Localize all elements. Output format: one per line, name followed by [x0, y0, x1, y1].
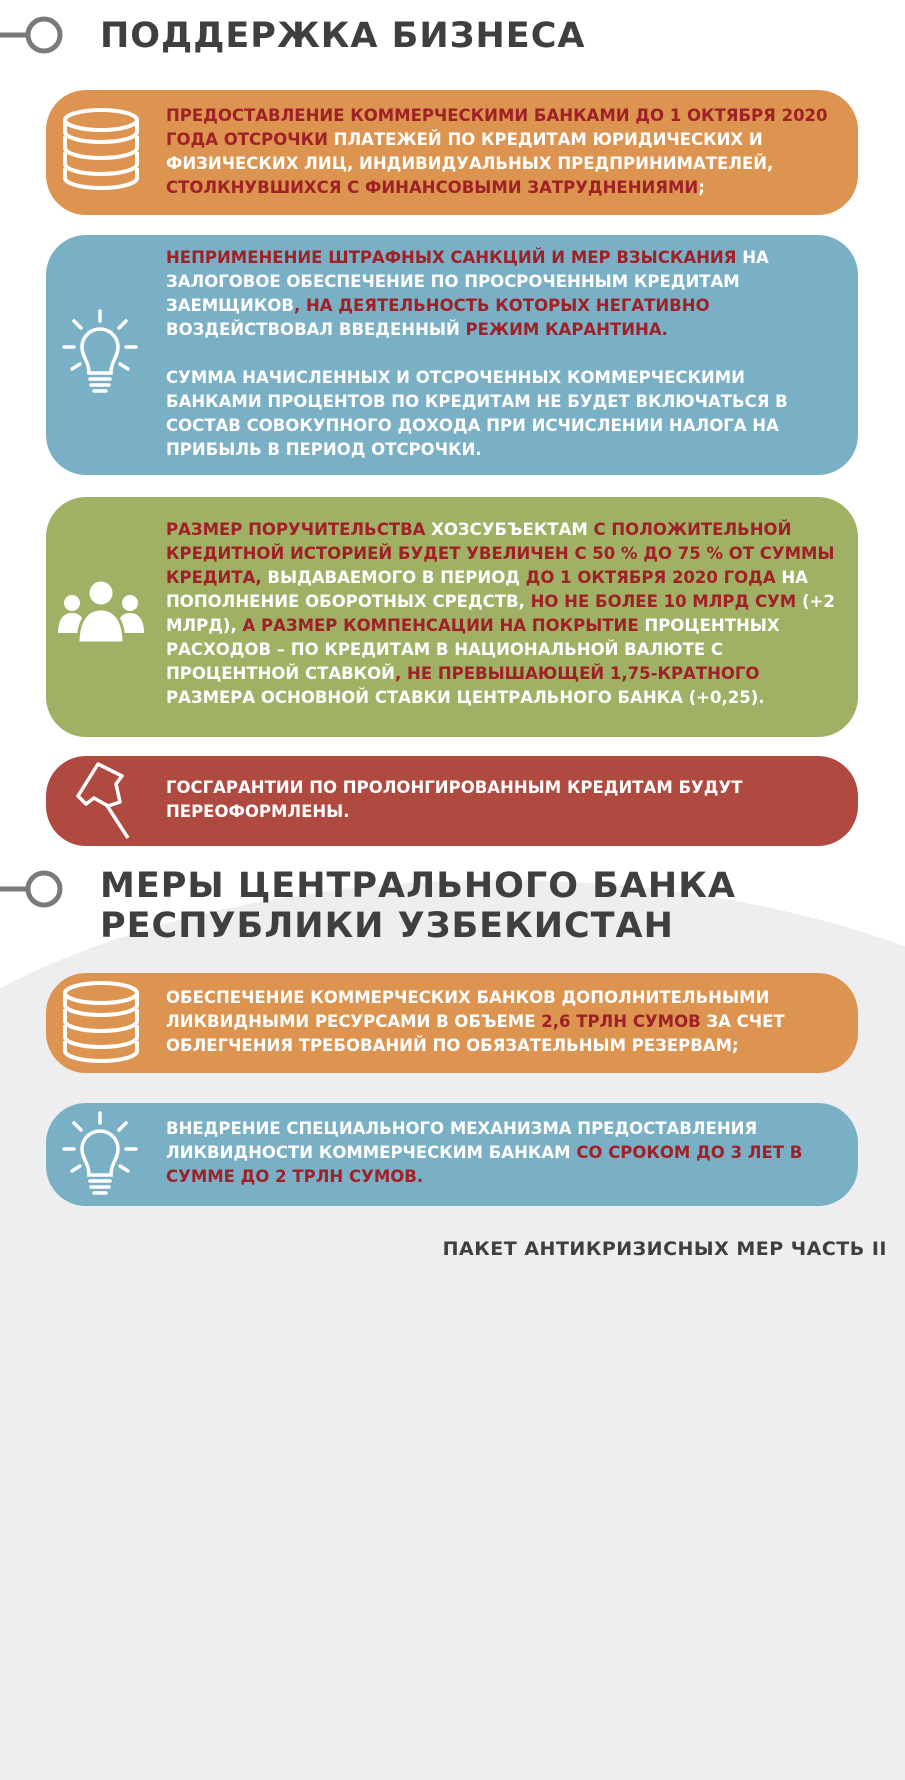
card-loan-deferral — [46, 90, 858, 215]
text-segment: ГОСГАРАНТИИ ПО ПРОЛОНГИРОВАННЫМ КРЕДИТАМ БУДУТ ПЕРЕОФОРМЛЕНЫ. — [166, 778, 743, 821]
text-segment: БУДЕТ УВЕЛИЧЕН С 50 % ДО 75 % ОТ СУММЫ КРЕДИТА, — [166, 544, 835, 587]
coins-stack-icon — [60, 979, 142, 1067]
text-segment: ЗА СЧЕТ ОБЛЕГЧЕНИЯ ТРЕБОВАНИЙ ПО ОБЯЗАТЕЛЬНЫМ РЕЗЕРВАМ; — [166, 1012, 785, 1055]
ring-bullet-icon — [0, 866, 70, 912]
card-paragraph — [166, 986, 844, 1058]
lightbulb-icon — [60, 1109, 140, 1199]
text-segment: ВОЗДЕЙСТВОВАЛ ВВЕДЕННЫЙ — [166, 320, 466, 339]
text-segment: СУММА НАЧИСЛЕННЫХ И ОТСРОЧЕННЫХ КОММЕРЧЕСКИМИ БАНКАМИ ПРОЦЕНТОВ ПО КРЕДИТАМ НЕ БУДЕТ ВКЛЮЧАТЬСЯ В СОСТАВ СОВОКУПНОГО ДОХОДА ПРИ ИСЧИСЛЕНИИ НАЛОГА НА ПРИБЫЛЬ В ПЕРИОД ОТСРОЧКИ. — [166, 368, 788, 459]
text-segment: ПРОЦЕНТНЫХ РАСХОДОВ – ПО КРЕДИТАМ В НАЦИОНАЛЬНОЙ ВАЛЮТЕ С ПРОЦЕНТНОЙ СТАВКОЙ — [166, 616, 780, 683]
section-title-business-support: ПОДДЕРЖКА БИЗНЕСА — [100, 16, 586, 56]
card-paragraph-2 — [166, 366, 844, 462]
card-text — [166, 986, 844, 1058]
text-segment: 2,6 ТРЛН СУМОВ — [541, 1012, 701, 1031]
text-segment: РАЗМЕРА ОСНОВНОЙ СТАВКИ ЦЕНТРАЛЬНОГО БАНКА (+0,25). — [166, 688, 765, 707]
card-paragraph — [166, 776, 844, 824]
text-segment: ОБЕСПЕЧЕНИЕ КОММЕРЧЕСКИХ БАНКОВ ДОПОЛНИТЕЛЬНЫМИ ЛИКВИДНЫМИ РЕСУРСАМИ В ОБЪЕМЕ — [166, 988, 770, 1031]
text-segment: СО СРОКОМ ДО 3 ЛЕТ В СУММЕ ДО 2 ТРЛН СУМОВ. — [166, 1143, 803, 1186]
card-text — [166, 776, 844, 824]
text-segment: А РАЗМЕР КОМПЕНСАЦИИ НА ПОКРЫТИЕ — [242, 616, 639, 635]
card-text — [166, 1117, 844, 1189]
text-segment: , НА ДЕЯТЕЛЬНОСТЬ КОТОРЫХ НЕГАТИВНО — [293, 296, 710, 315]
pushpin-icon — [72, 758, 138, 842]
section-title-line-2: РЕСПУБЛИКИ УЗБЕКИСТАН — [100, 906, 674, 946]
card-paragraph — [166, 104, 844, 200]
card-paragraph — [166, 1117, 844, 1189]
text-segment: ПРЕДОСТАВЛЕНИЕ КОММЕРЧЕСКИМИ БАНКАМИ ДО 1 ОКТЯБРЯ 2020 ГОДА ОТСРОЧКИ — [166, 106, 828, 149]
text-segment: ; — [698, 178, 705, 197]
text-segment: ПЛАТЕЖЕЙ ПО КРЕДИТАМ ЮРИДИЧЕСКИХ И ФИЗИЧЕСКИХ ЛИЦ, ИНДИВИДУАЛЬНЫХ ПРЕДПРИНИМАТЕЛЕЙ, — [166, 130, 774, 173]
card-liquidity-resources — [46, 973, 858, 1073]
card-text — [166, 518, 844, 710]
lightbulb-icon — [60, 307, 140, 397]
text-segment: ВНЕДРЕНИЕ СПЕЦИАЛЬНОГО МЕХАНИЗМА ПРЕДОСТАВЛЕНИЯ ЛИКВИДНОСТИ КОММЕРЧЕСКИМ БАНКАМ — [166, 1119, 758, 1162]
coins-stack-icon — [60, 106, 142, 190]
section-title-line-1: МЕРЫ ЦЕНТРАЛЬНОГО БАНКА — [100, 866, 736, 906]
card-state-guarantees — [46, 756, 858, 846]
text-segment: СТОЛКНУВШИХСЯ С ФИНАНСОВЫМИ ЗАТРУДНЕНИЯМИ — [166, 178, 699, 197]
people-group-icon — [56, 575, 146, 647]
text-segment: , НЕ ПРЕВЫШАЮЩЕЙ 1,75-КРАТНОГО — [395, 664, 760, 683]
text-segment: РЕЖИМ КАРАНТИНА. — [465, 320, 668, 339]
footer-title: ПАКЕТ АНТИКРИЗИСНЫХ МЕР ЧАСТЬ II — [442, 1238, 887, 1260]
ring-bullet-icon — [0, 12, 70, 58]
text-segment: ВЫДАВАЕМОГО В ПЕРИОД — [261, 568, 526, 587]
text-segment: (+2 МЛРД), — [166, 592, 835, 635]
text-segment: ХОЗСУБЪЕКТАМ — [431, 520, 594, 539]
text-segment: С ПОЛОЖИТЕЛЬНОЙ КРЕДИТНОЙ ИСТОРИЕЙ — [166, 520, 792, 563]
text-segment: НО НЕ БОЛЕЕ 10 МЛРД СУМ — [530, 592, 797, 611]
text-segment: РАЗМЕР ПОРУЧИТЕЛЬСТВА — [166, 520, 432, 539]
text-segment: ДО 1 ОКТЯБРЯ 2020 ГОДА — [525, 568, 776, 587]
card-text — [166, 246, 844, 462]
card-text — [166, 104, 844, 200]
text-segment: НА ПОПОЛНЕНИЕ ОБОРОТНЫХ СРЕДСТВ, — [166, 568, 808, 611]
card-paragraph-1 — [166, 246, 844, 342]
text-segment: НЕПРИМЕНЕНИЕ ШТРАФНЫХ САНКЦИЙ И МЕР ВЗЫСКАНИЯ — [166, 248, 737, 267]
card-paragraph — [166, 518, 844, 710]
card-liquidity-mechanism — [46, 1103, 858, 1206]
card-no-penalties — [46, 235, 858, 475]
card-guarantee-size — [46, 497, 858, 737]
text-segment: НА ЗАЛОГОВОЕ ОБЕСПЕЧЕНИЕ ПО ПРОСРОЧЕННЫМ КРЕДИТАМ ЗАЕМЩИКОВ — [166, 248, 769, 315]
section-title-central-bank — [100, 866, 736, 946]
